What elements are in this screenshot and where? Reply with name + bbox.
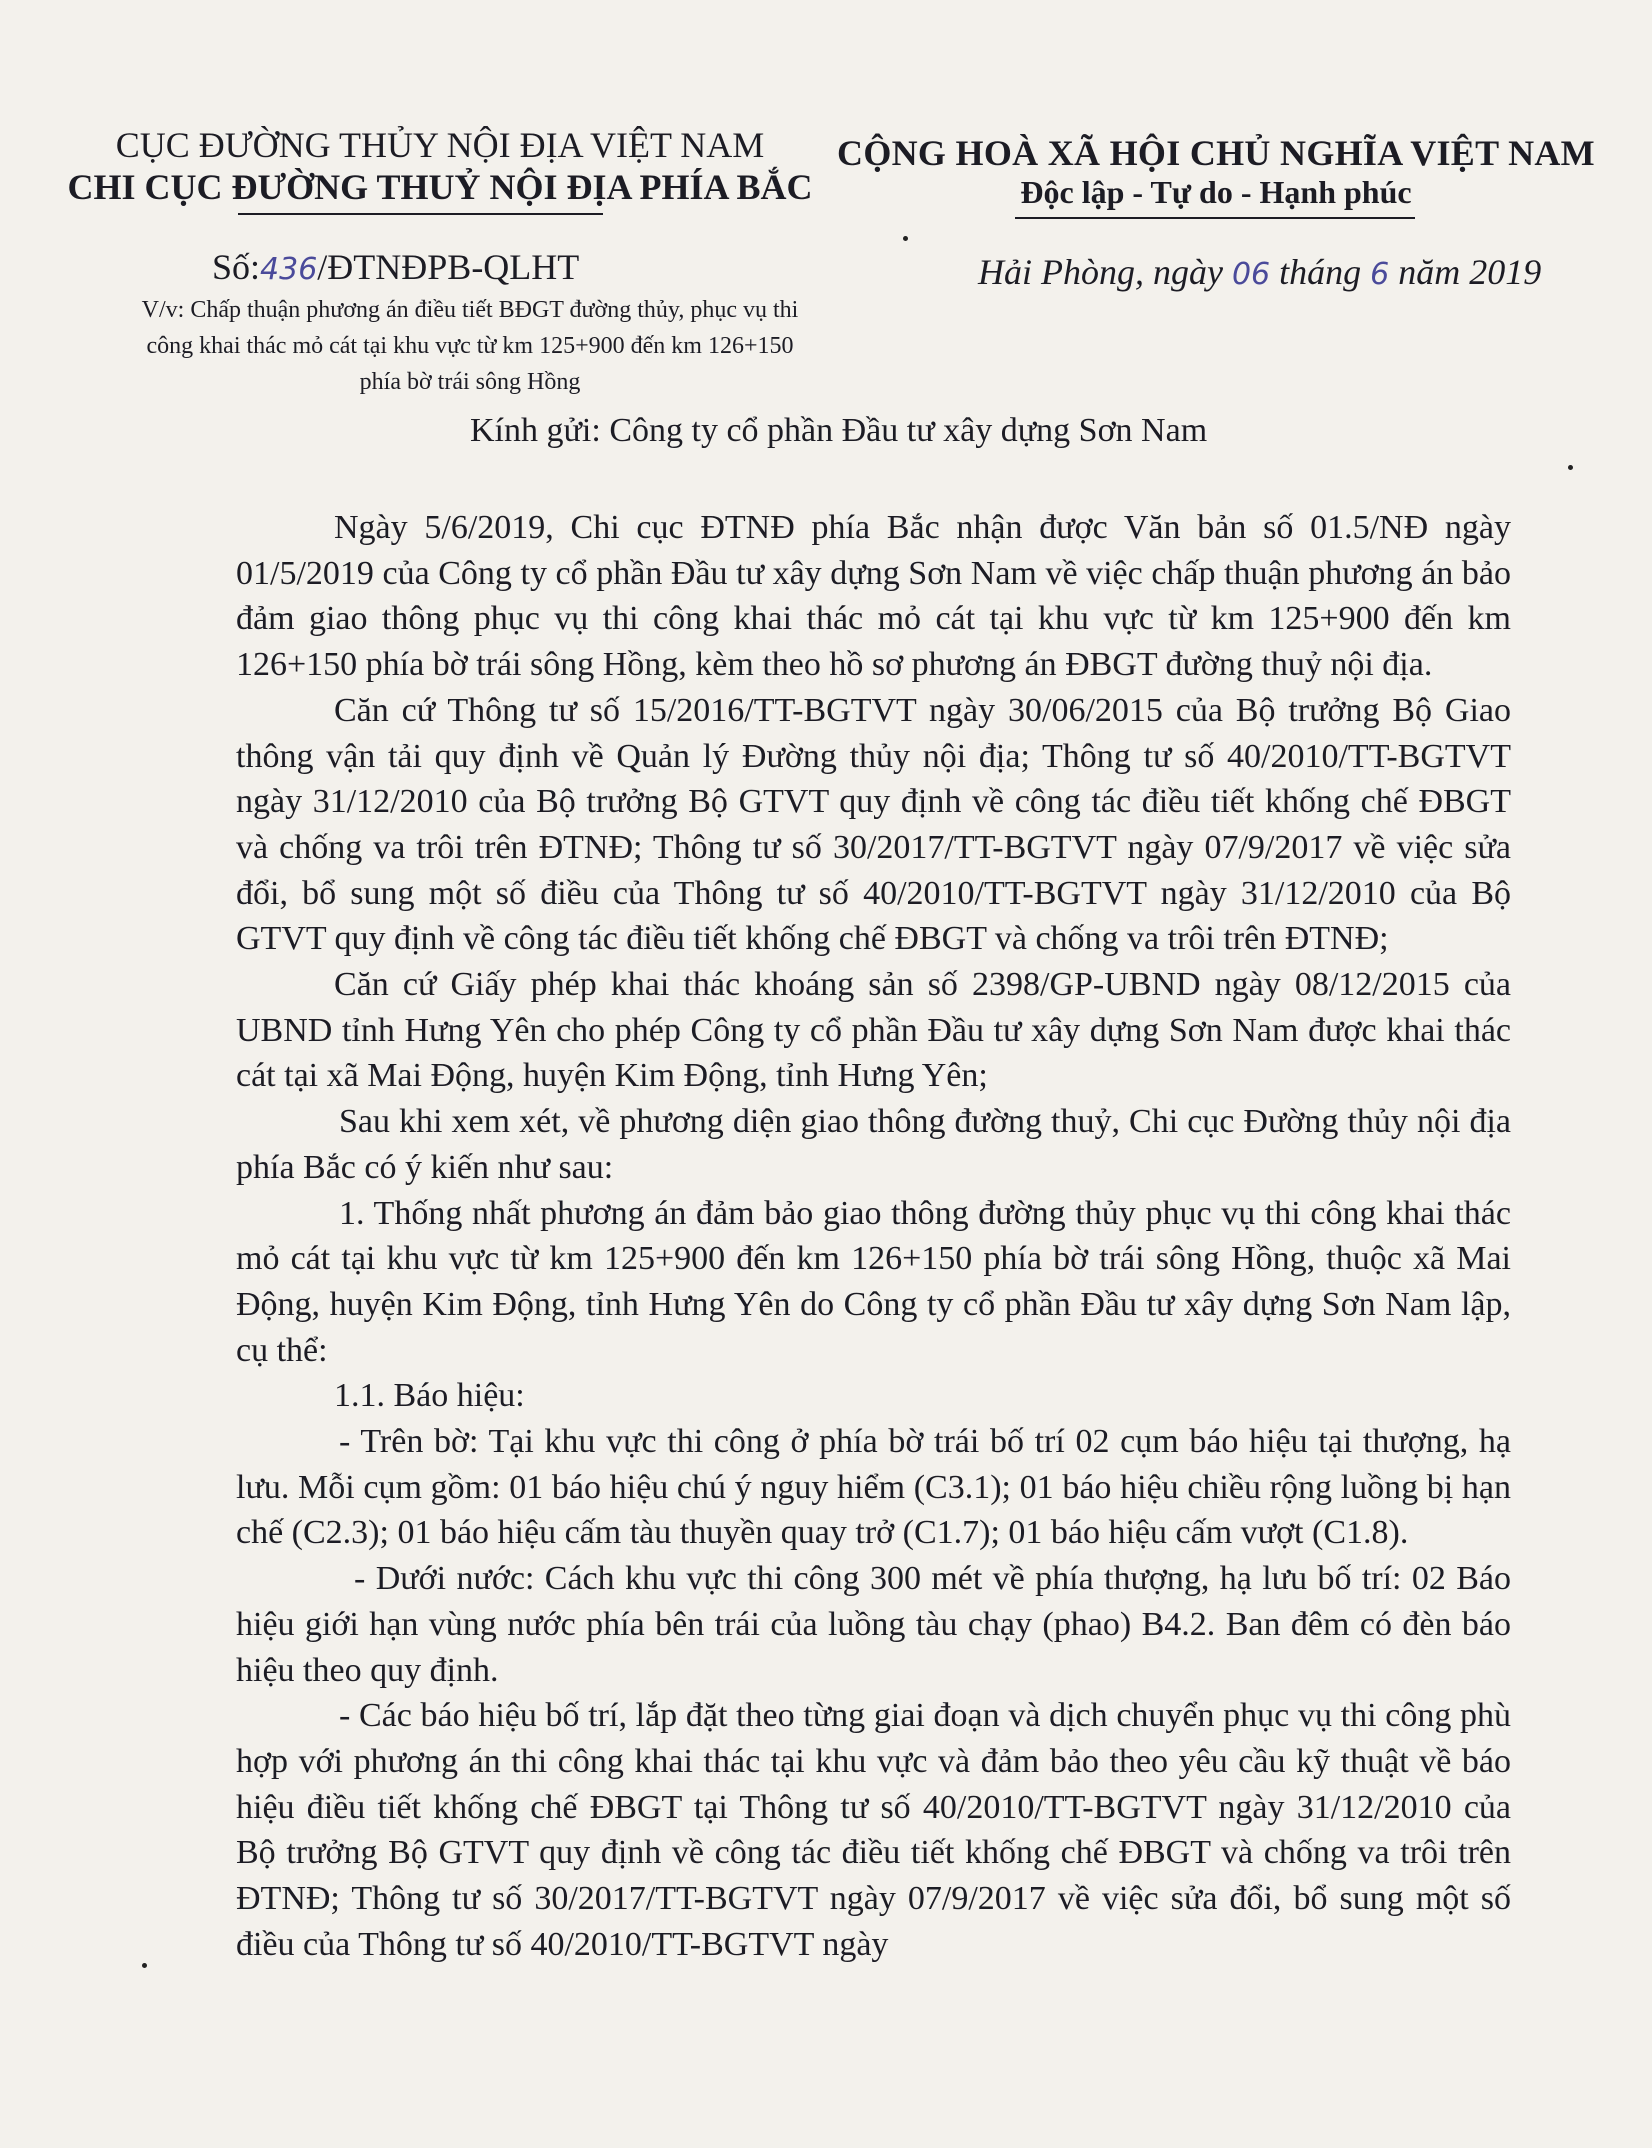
- paragraph-1: Ngày 5/6/2019, Chi cục ĐTNĐ phía Bắc nhận được Văn bản số 01.5/NĐ ngày 01/5/2019 của Công ty cổ phần Đầu tư xây dựng Sơn Nam về việc chấp thuận phương án bảo đảm giao thông phục vụ thi công khai thác mỏ cát tại khu vực từ km 125+900 đến km 126+150 phía bờ trái sông Hồng, kèm theo hồ sơ phương án ĐBGT đường thuỷ nội địa.: [236, 509, 1511, 684]
- number-suffix: /ĐTNĐPB-QLHT: [317, 247, 580, 287]
- scan-dot: [142, 1963, 147, 1968]
- motto-underline: [1015, 217, 1415, 219]
- date-part2: tháng: [1279, 252, 1362, 292]
- subject-line-2: công khai thác mỏ cát tại khu vực từ km 125+900 đến km 126+150: [146, 333, 794, 359]
- paragraph-9: - Các báo hiệu bố trí, lắp đặt theo từng giai đoạn và dịch chuyển phục vụ thi công phù hợp với phương án thi công khai thác tại khu vực và đảm bảo theo yêu cầu kỹ thuật về báo hiệu điều tiết khống chế ĐBGT tại Thông tư số 40/2010/TT-BGTVT ngày 31/12/2010 của Bộ trưởng Bộ GTVT quy định về công tác điều tiết khống chế ĐBGT và chống va trôi trên ĐTNĐ; Thông tư số 30/2017/TT-BGTVT ngày 07/9/2017 về việc sửa đổi, bổ sung một số điều của Thông tư số 40/2010/TT-BGTVT ngày: [236, 1697, 1511, 1963]
- scan-dot: [903, 236, 908, 241]
- paragraph-8: - Dưới nước: Cách khu vực thi công 300 mét về phía thượng, hạ lưu bố trí: 02 Báo hiệu giới hạn vùng nước phía bên trái của luồng tàu chạy (phao) B4.2. Ban đêm có đèn báo hiệu theo quy định.: [236, 1560, 1511, 1689]
- subject-block: [80, 292, 860, 400]
- paragraph-3: Căn cứ Giấy phép khai thác khoáng sản số 2398/GP-UBND ngày 08/12/2015 của UBND tỉnh Hưng Yên cho phép Công ty cổ phần Đầu tư xây dựng Sơn Nam được khai thác cát tại xã Mai Động, huyện Kim Động, tỉnh Hưng Yên;: [236, 966, 1511, 1095]
- date-part3: năm 2019: [1398, 252, 1542, 292]
- number-prefix: Số:: [212, 247, 261, 287]
- paragraph-2: Căn cứ Thông tư số 15/2016/TT-BGTVT ngày 30/06/2015 của Bộ trưởng Bộ Giao thông vận tải quy định về Quản lý Đường thủy nội địa; Thông tư số 40/2010/TT-BGTVT ngày 31/12/2010 của Bộ trưởng Bộ GTVT quy định về công tác điều tiết khống chế ĐBGT và chống va trôi trên ĐTNĐ; Thông tư số 30/2017/TT-BGTVT ngày 07/9/2017 về việc sửa đổi, bổ sung một số điều của Thông tư số 40/2010/TT-BGTVT ngày 31/12/2010 của Bộ GTVT quy định về công tác điều tiết khống chế ĐBGT và chống va trôi trên ĐTNĐ;: [236, 691, 1511, 958]
- letter-body: [236, 505, 1511, 1968]
- document-number: [212, 246, 579, 288]
- motto: Độc lập - Tự do - Hạnh phúc: [1020, 174, 1412, 210]
- subject-line-3: phía bờ trái sông Hồng: [359, 369, 581, 395]
- date-part1: Hải Phòng, ngày: [978, 252, 1223, 292]
- paragraph-6: 1.1. Báo hiệu:: [334, 1377, 525, 1415]
- number-handwritten: 436: [260, 252, 318, 287]
- subject-line-1: V/v: Chấp thuận phương án điều tiết BĐGT đường thủy, phục vụ thi: [141, 297, 799, 323]
- date-month: 6: [1370, 257, 1390, 292]
- paragraph-5: 1. Thống nhất phương án đảm bảo giao thông đường thủy phục vụ thi công khai thác mỏ cát tại khu vực từ km 125+900 đến km 126+150 phía bờ trái sông Hồng, thuộc xã Mai Động, huyện Kim Động, tỉnh Hưng Yên do Công ty cổ phần Đầu tư xây dựng Sơn Nam lập, cụ thể:: [236, 1194, 1511, 1369]
- agency-underline: [238, 213, 603, 215]
- date-line: [978, 251, 1541, 293]
- date-day: 06: [1231, 257, 1271, 292]
- agency-name: CHI CỤC ĐƯỜNG THUỶ NỘI ĐỊA PHÍA BẮC: [67, 167, 813, 207]
- nation-title: CỘNG HOÀ XÃ HỘI CHỦ NGHĨA VIỆT NAM: [837, 133, 1595, 173]
- paragraph-7: - Trên bờ: Tại khu vực thi công ở phía bờ trái bố trí 02 cụm báo hiệu tại thượng, hạ lưu. Mỗi cụm gồm: 01 báo hiệu chú ý nguy hiểm (C3.1); 01 báo hiệu chiều rộng luồng bị hạn chế (C2.3); 01 báo hiệu cấm tàu thuyền quay trở (C1.7); 01 báo hiệu cấm vượt (C1.8).: [236, 1423, 1511, 1552]
- scan-dot: [1568, 465, 1573, 470]
- paragraph-4: Sau khi xem xét, về phương diện giao thông đường thuỷ, Chi cục Đường thủy nội địa phía Bắc có ý kiến như sau:: [236, 1103, 1511, 1186]
- agency-parent: CỤC ĐƯỜNG THỦY NỘI ĐỊA VIỆT NAM: [115, 125, 765, 165]
- recipient: Kính gửi: Công ty cổ phần Đầu tư xây dựng Sơn Nam: [470, 412, 1208, 449]
